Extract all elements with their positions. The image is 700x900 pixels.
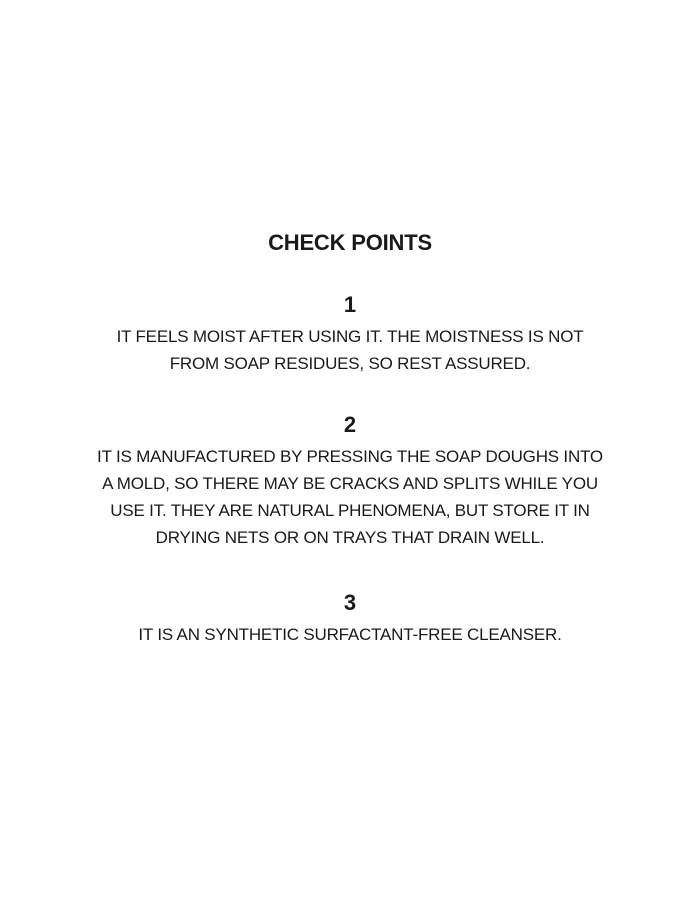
check-point-text xyxy=(0,323,700,377)
check-point-line: IT IS MANUFACTURED BY PRESSING THE SOAP DOUGHS INTO xyxy=(97,447,603,466)
check-point-number: 1 xyxy=(343,292,357,317)
check-point-1 xyxy=(0,292,700,377)
page-title: CHECK POINTS xyxy=(268,230,432,255)
check-point-text xyxy=(0,443,700,551)
check-point-line: A MOLD, SO THERE MAY BE CRACKS AND SPLITS WHILE YOU xyxy=(102,474,598,493)
check-point-number: 3 xyxy=(343,590,357,615)
check-point-line: DRYING NETS OR ON TRAYS THAT DRAIN WELL. xyxy=(155,528,545,547)
check-point-number: 2 xyxy=(343,412,357,437)
check-point-line: IT IS AN SYNTHETIC SURFACTANT-FREE CLEANSER. xyxy=(138,625,562,644)
check-point-2 xyxy=(0,412,700,551)
check-point-text xyxy=(0,621,700,648)
check-point-line: IT FEELS MOIST AFTER USING IT. THE MOISTNESS IS NOT xyxy=(116,327,584,346)
check-point-line: USE IT. THEY ARE NATURAL PHENOMENA, BUT STORE IT IN xyxy=(110,501,590,520)
check-point-line: FROM SOAP RESIDUES, SO REST ASSURED. xyxy=(169,354,531,373)
check-point-3 xyxy=(0,590,700,648)
